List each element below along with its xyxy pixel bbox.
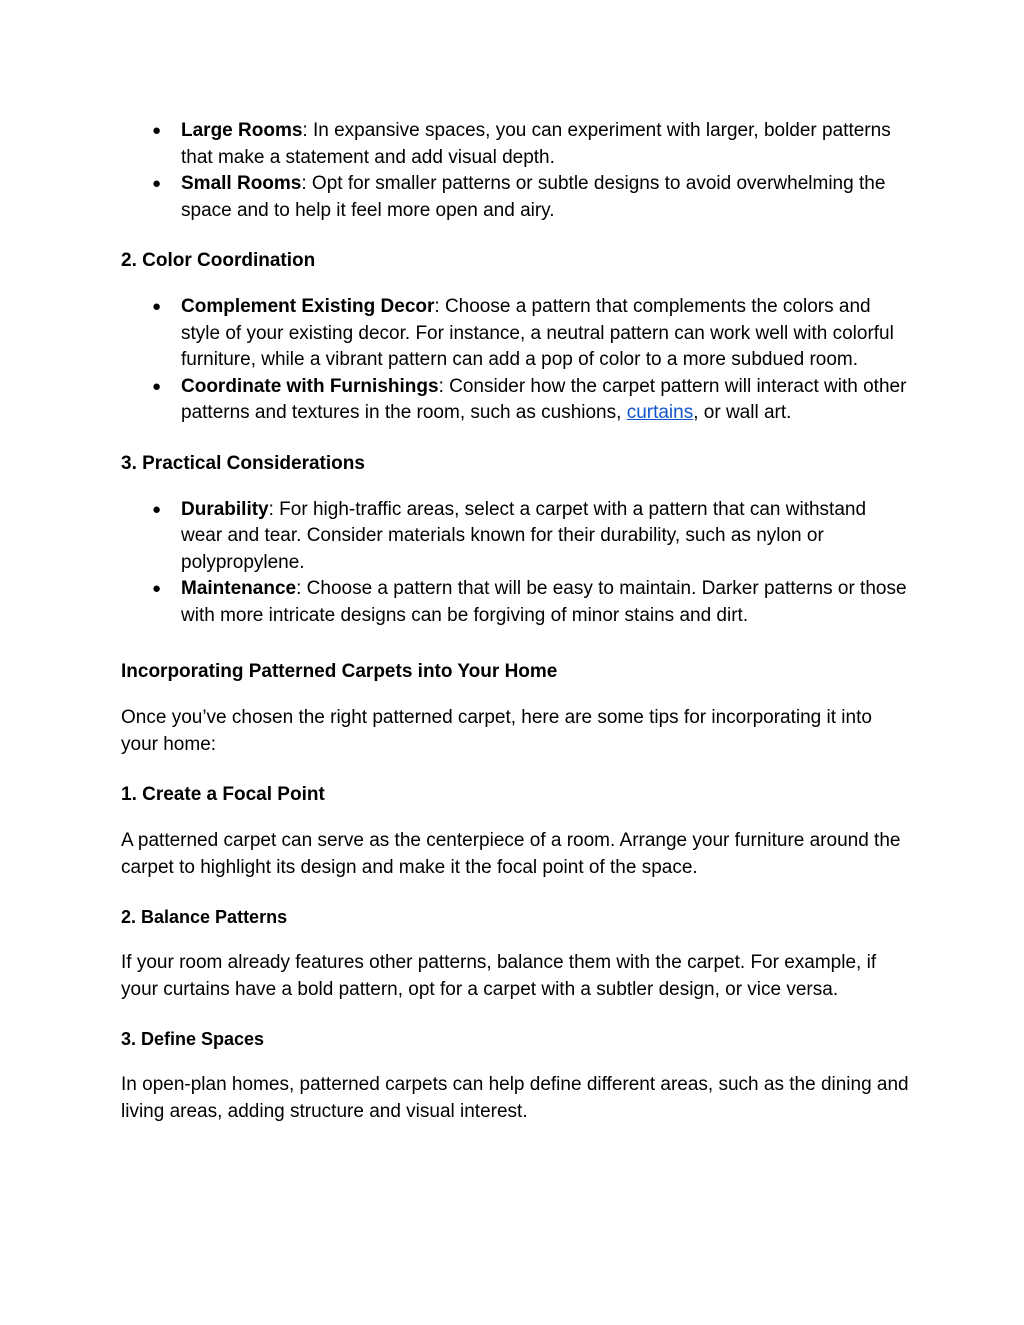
heading-practical-considerations: 3. Practical Considerations xyxy=(121,452,365,474)
bullet-icon: ● xyxy=(152,175,162,192)
list-item-maintenance xyxy=(152,576,911,629)
term-complement-decor: Complement Existing Decor xyxy=(181,296,435,317)
term-large-rooms: Large Rooms xyxy=(181,120,303,141)
focal-point-text: A patterned carpet can serve as the centerpiece of a room. Arrange your furniture around the carpet to highlight its design and make it the focal point of the space. xyxy=(121,830,901,878)
text-coordinate-furnishings-end: , or wall art. xyxy=(693,402,792,423)
list-item-large-rooms xyxy=(152,118,911,171)
term-coordinate-furnishings: Coordinate with Furnishings xyxy=(181,375,439,397)
practical-considerations-list xyxy=(121,497,911,630)
room-size-list xyxy=(121,118,911,224)
text-maintenance: : Choose a pattern that will be easy to maintain. Darker patterns or those with more intricate designs can be forgiving of minor stains and dirt. xyxy=(181,578,907,626)
text-durability: : For high-traffic areas, select a carpet with a pattern that can withstand wear and tear. Consider materials known for their durability, such as nylon or polypropylene. xyxy=(181,498,867,573)
bullet-icon: ● xyxy=(152,298,162,315)
define-spaces-text: In open-plan homes, patterned carpets can help define different areas, such as the dining and living areas, adding structure and visual interest. xyxy=(121,1074,909,1122)
heading-define-spaces: 3. Define Spaces xyxy=(121,1029,265,1049)
heading-balance-patterns: 2. Balance Patterns xyxy=(121,907,288,927)
balance-patterns-text: If your room already features other patterns, balance them with the carpet. For example, if your curtains have a bold pattern, opt for a carpet with a subtler design, or vice versa. xyxy=(121,952,877,1000)
incorporating-intro: Once you’ve chosen the right patterned carpet, here are some tips for incorporating it into your home: xyxy=(121,707,872,755)
color-coordination-list xyxy=(121,294,911,427)
curtains-link[interactable]: curtains xyxy=(626,402,694,423)
text-large-rooms: : In expansive spaces, you can experiment with larger, bolder patterns that make a statement and add visual depth. xyxy=(181,120,891,168)
text-small-rooms: : Opt for smaller patterns or subtle designs to avoid overwhelming the space and to help it feel more open and airy. xyxy=(181,173,886,221)
heading-incorporating: Incorporating Patterned Carpets into Your Home xyxy=(121,661,558,682)
heading-focal-point: 1. Create a Focal Point xyxy=(121,784,325,805)
document-page xyxy=(121,118,911,1125)
bullet-icon: ● xyxy=(152,377,162,395)
term-durability: Durability xyxy=(181,498,269,520)
bullet-icon: ● xyxy=(152,500,162,518)
list-item-small-rooms xyxy=(152,171,911,224)
heading-color-coordination: 2. Color Coordination xyxy=(121,250,316,271)
text-complement-decor: : Choose a pattern that complements the colors and style of your existing decor. For instance, a neutral pattern can work well with colorful furniture, while a vibrant pattern can add a pop of color to a more subdued room. xyxy=(181,296,894,370)
text-coordinate-furnishings: : Consider how the carpet pattern will interact with other patterns and textures in the room, such as cushions, xyxy=(181,375,907,423)
term-maintenance: Maintenance xyxy=(181,578,297,599)
term-small-rooms: Small Rooms xyxy=(181,173,302,194)
list-item-complement-decor xyxy=(152,294,911,374)
bullet-icon: ● xyxy=(152,580,162,597)
list-item-coordinate-furnishings xyxy=(152,374,911,427)
list-item-durability xyxy=(152,497,911,577)
bullet-icon: ● xyxy=(152,122,162,139)
